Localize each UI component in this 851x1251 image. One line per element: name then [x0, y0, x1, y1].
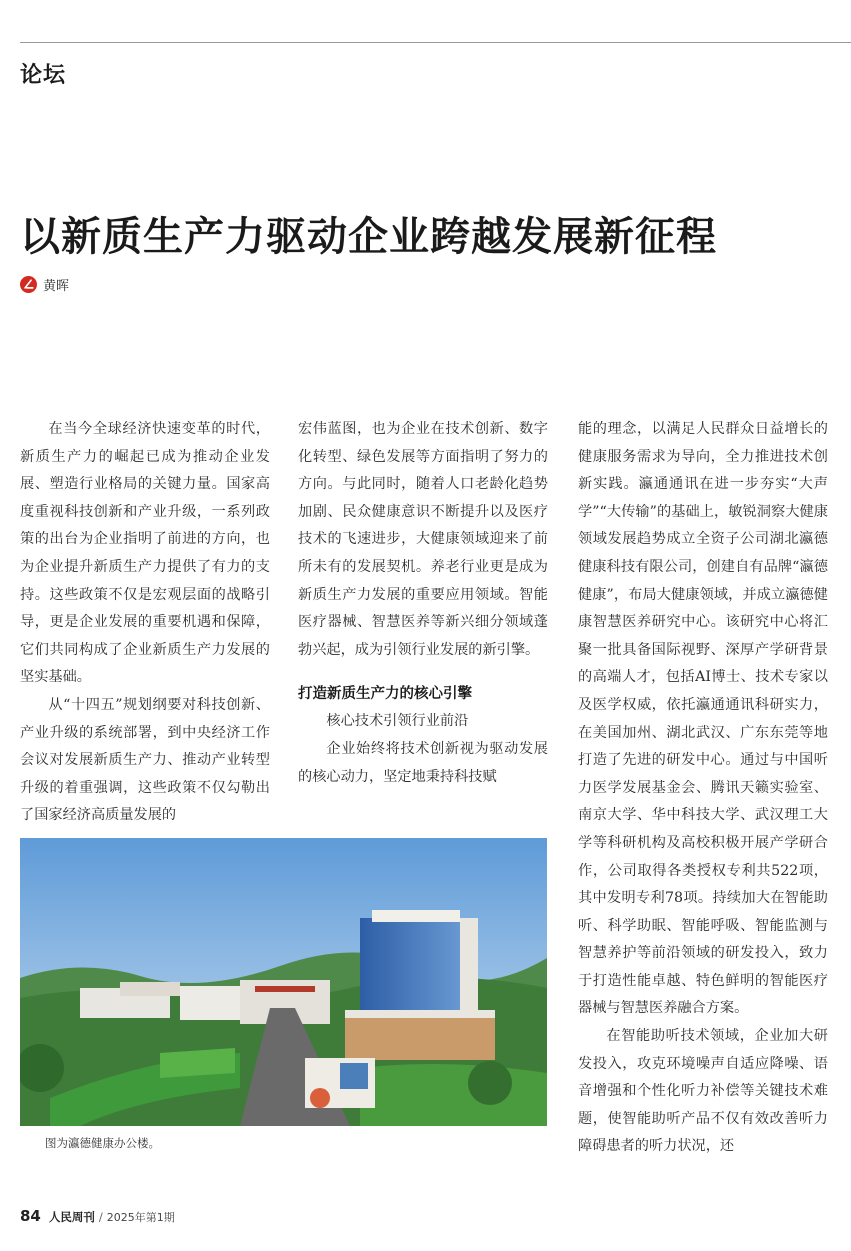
magazine-name: 人民周刊: [48, 1210, 95, 1224]
office-building-photo: [20, 838, 547, 1126]
paragraph: 在智能助听技术领域，企业加大研发投入，攻克环境噪声自适应降噪、语音增强和个性化听力补偿等关键技术难题，使智能助听产品不仅有效改善听力障碍患者的听力状况，还: [578, 1028, 828, 1155]
author-badge-icon: [20, 276, 37, 293]
header-rule: [20, 42, 851, 43]
page-number: 84: [20, 1207, 41, 1225]
paragraph: 企业始终将技术创新视为驱动发展的核心动力，坚定地秉持科技赋: [298, 740, 548, 785]
section-label: 论坛: [20, 63, 67, 88]
paragraph: 在当今全球经济快速变革的时代，新质生产力的崛起已成为推动企业发展、塑造行业格局的关键力量。国家高度重视科技创新和产业升级，一系列政策的出台为企业指明了前进的方向，也为企业提升新质生产力提供了有力的支持。这些政策不仅是宏观层面的战略引导，更是企业发展的重要机遇和保障，它们共同构成了企业新质生产力发展的坚实基础。: [20, 421, 270, 686]
column-2: [298, 416, 548, 791]
article-title: 以新质生产力驱动企业跨越发展新征程: [20, 213, 717, 260]
paragraph: 能的理念，以满足人民群众日益增长的健康服务需求为导向，全力推进技术创新实践。瀛通通讯在进一步夯实“大声学”“大传输”的基础上，敏锐洞察大健康领域发展趋势成立全资子公司湖北瀛德健康科技有限公司，创建自有品牌“瀛德健康”，布局大健康领域，并成立瀛德健康智慧医养研究中心。该研究中心将汇聚一批具备国际视野、深厚产学研背景的高端人才，包括AI博士、技术专家以及医学权威，依托瀛通通讯科研实力，在美国加州、湖北武汉、广东东莞等地打造了先进的研发中心。通过与中国听力医学发展基金会、腾讯天籁实验室、南京大学、华中科技大学、武汉理工大学等科研机构及高校积极开展产学研合作，公司取得各类授权专利共522项，其中发明专利78项。持续加大在智能助听、科学助眠、智能呼吸、智能监测与智慧养护等前沿领域的研发投入，致力于打造性能卓越、特色鲜明的智能医疗器械与智慧医养融合方案。: [578, 421, 828, 1017]
issue-label: 2025年第1期: [106, 1211, 175, 1224]
section-heading: 打造新质生产力的核心引擎: [298, 686, 472, 703]
page-footer: [20, 1207, 175, 1225]
author-name: 黄晖: [43, 279, 70, 294]
column-1: [20, 416, 270, 830]
subheading: 核心技术引领行业前沿: [326, 713, 469, 730]
column-3: [578, 416, 828, 1161]
photo-caption: 图为瀛德健康办公楼。: [45, 1136, 160, 1150]
paragraph: 从“十四五”规划纲要对科技创新、产业升级的系统部署，到中央经济工作会议对发展新质生产力、推动产业转型升级的着重强调，这些政策不仅勾勒出了国家经济高质量发展的: [20, 696, 270, 824]
paragraph: 宏伟蓝图，也为企业在技术创新、数字化转型、绿色发展等方面指明了努力的方向。与此同时，随着人口老龄化趋势加剧、民众健康意识不断提升以及医疗技术的飞速进步，大健康领域迎来了前所未有的发展契机。养老行业更是成为新质生产力发展的重要应用领域。智能医疗器械、智慧医养等新兴细分领域蓬勃兴起，成为引领行业发展的新引擎。: [298, 421, 548, 658]
footer-separator: /: [98, 1210, 103, 1224]
byline: [20, 275, 69, 294]
